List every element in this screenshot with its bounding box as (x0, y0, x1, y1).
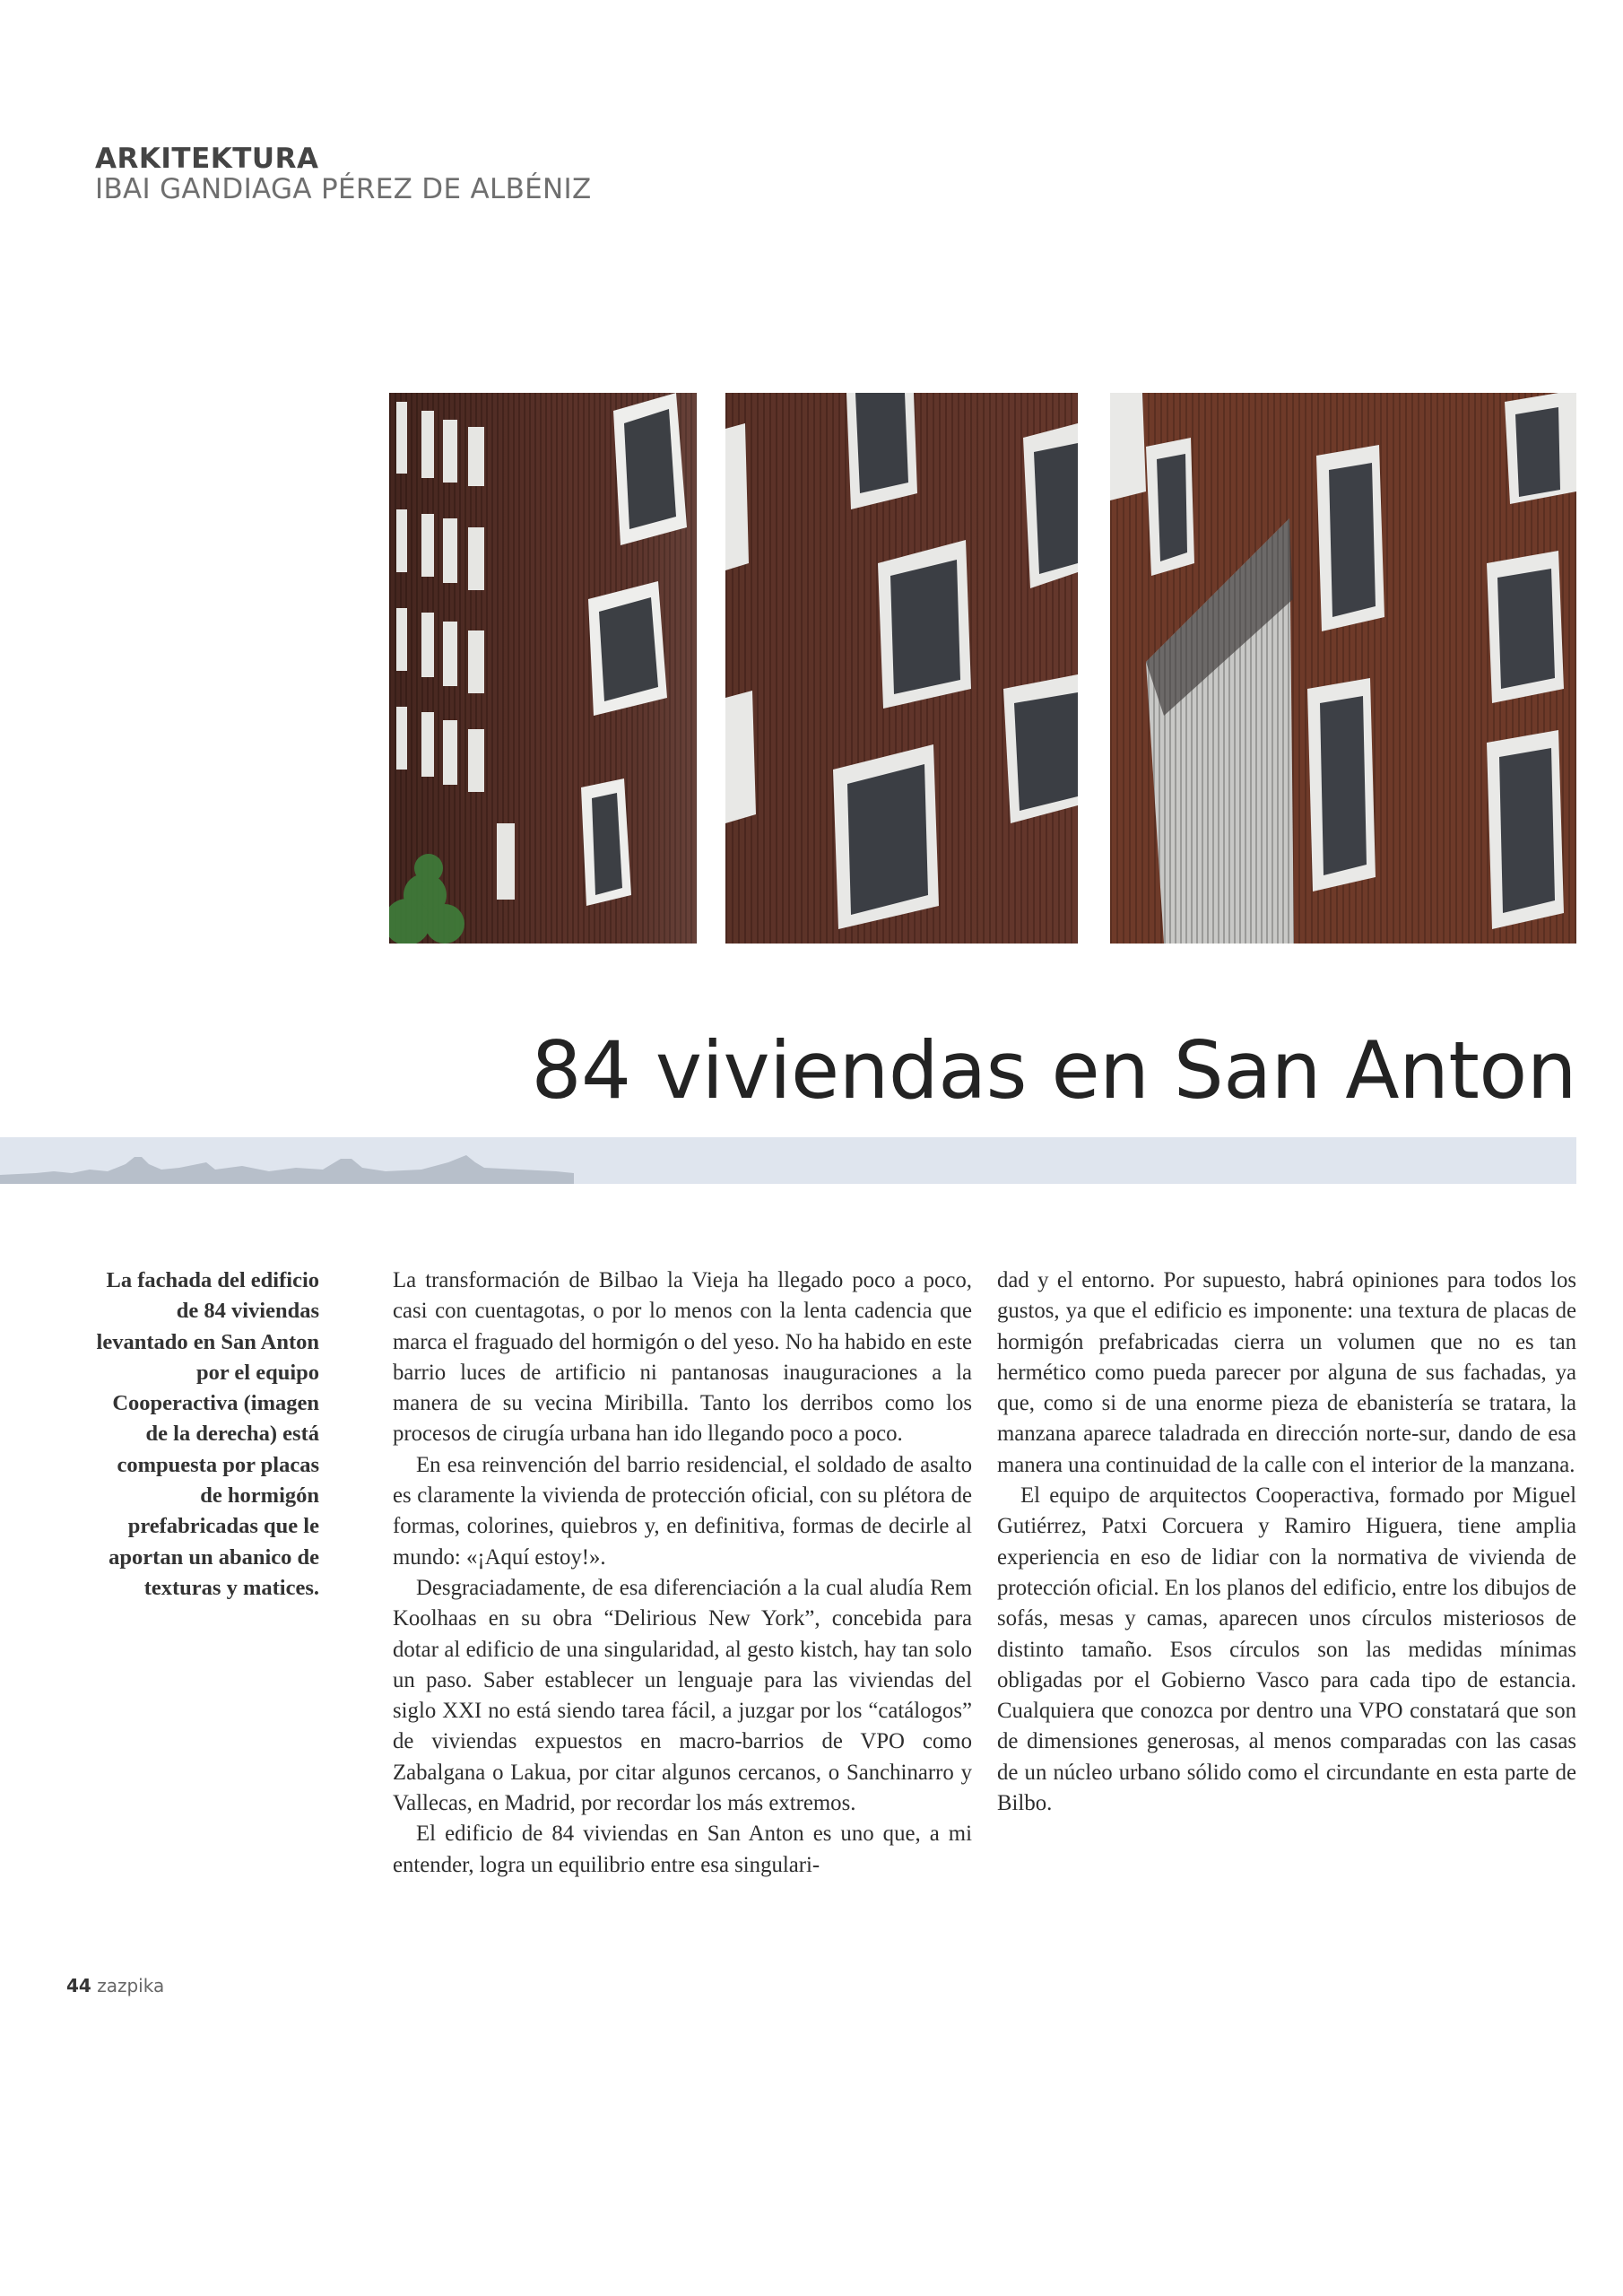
paragraph: En esa reinvención del barrio residencial, el soldado de asalto es claramente la vivienda de protección oficial, con su plétora de formas, colorines, quiebros y, en definitiva, formas de decirle al mundo: «¡Aquí estoy!». (393, 1452, 972, 1570)
page-number: 44 (66, 1975, 91, 1996)
author-name: IBAI GANDIAGA PÉREZ DE ALBÉNIZ (95, 173, 592, 205)
decorative-skyline-band (0, 1137, 1576, 1184)
paragraph: Desgraciadamente, de esa diferenciación a la cual aludía Rem Koolhaas en su obra “Delirious New York”, concebida para dotar al edificio de una singularidad, al gesto kistch, hay tan solo un paso. Saber establecer un lenguaje para las viviendas del siglo XXI no está siendo tarea fácil, a juzgar por los “catálogos” de viviendas expuestos en macro-barrios de VPO como Zabalgana o Lakua, por citar algunos cercanos, o Sanchinarro y Vallecas, en Madrid, por recordar los más extremos. (393, 1575, 972, 1816)
article-column-2 (997, 1265, 1576, 1819)
section-label: ARKITEKTURA (95, 143, 319, 175)
paragraph: dad y el entorno. Por supuesto, habrá opiniones para todos los gustos, ya que el edificio es imponente: una textura de placas de hormigón prefabricadas cierra un volumen que no es tan hermético como pueda parecer por alguna de sus fachadas, ya que, como si de una enorme pieza de ebanistería se tratara, la manzana aparece taladrada en dirección norte-sur, dando de esa manera una continuidad de la calle con el interior de la manzana. (997, 1268, 1576, 1477)
facade-photo-2 (725, 393, 1078, 944)
paragraph: El equipo de arquitectos Cooperactiva, formado por Miguel Gutiérrez, Patxi Corcuera y Ramiro Higuera, tiene amplia experiencia en eso de lidiar con la normativa de vivienda de protección oficial. En los planos del edificio, entre los dibujos de sofás, mesas y camas, aparecen unos círculos misteriosos de distinto tamaño. Esos círculos son las medidas mínimas obligadas por el Gobierno Vasco para cada tipo de estancia. Cualquiera que conozca por dentro una VPO constatará que son de dimensiones generosas, al menos comparadas con las casas de un núcleo urbano sólido como el circundante en esta parte de Bilbo. (997, 1483, 1576, 1816)
page-footer (66, 1975, 164, 1996)
publication-name: zazpika (97, 1975, 165, 1996)
facade-photo-1 (389, 393, 697, 944)
facade-photo-3 (1110, 393, 1576, 944)
photo-caption: La fachada del edificio de 84 viviendas levantado en San Anton por el equipo Cooperactiva (imagen de la derecha) está compuesta por placas de hormigón prefabricadas que le aportan un abanico de texturas y matices. (96, 1268, 319, 1600)
article-column-1 (393, 1265, 972, 1881)
paragraph: La transformación de Bilbao la Vieja ha llegado poco a poco, casi con cuentagotas, o por lo menos con la lenta cadencia que marca el fraguado del hormigón o del yeso. No ha habido en este barrio luces de artificio ni pantanosas inauguraciones a la manera de su vecina Miribilla. Tanto los derribos como los procesos de cirugía urbana han ido llegando poco a poco. (393, 1268, 972, 1447)
article-headline: 84 viviendas en San Anton (531, 1024, 1576, 1117)
paragraph: El edificio de 84 viviendas en San Anton es uno que, a mi entender, logra un equilibrio entre esa singulari- (393, 1822, 972, 1877)
